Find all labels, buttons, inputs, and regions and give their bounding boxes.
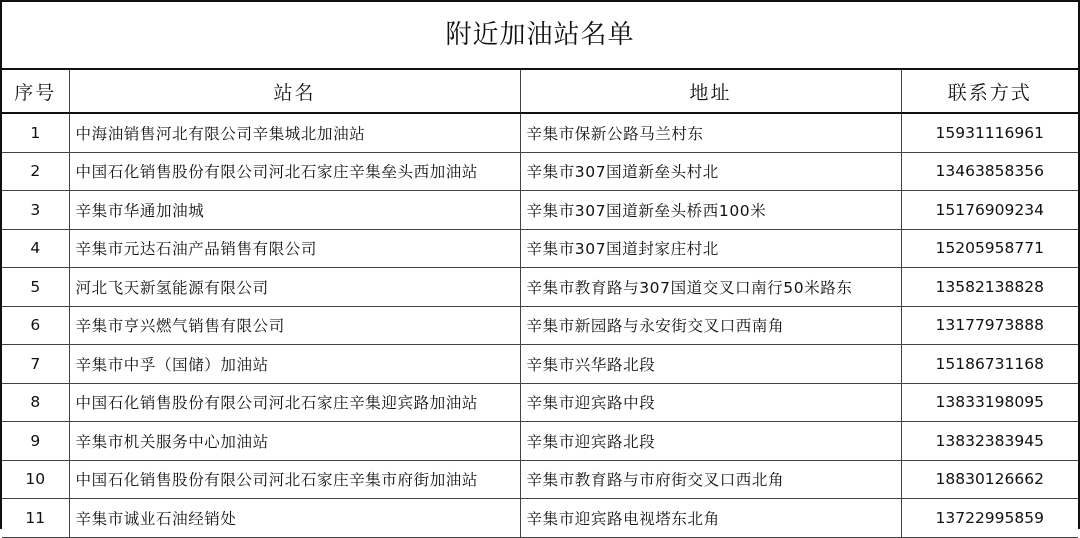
station-address-cell: 辛集市教育路与307国道交叉口南行50米路东: [520, 268, 901, 307]
station-phone-cell: 15186731168: [901, 345, 1078, 384]
row-index-cell: 7: [2, 345, 69, 384]
station-phone-cell: 15176909234: [901, 191, 1078, 230]
row-index-cell: 3: [2, 191, 69, 230]
station-name-cell: 辛集市亨兴燃气销售有限公司: [69, 306, 520, 345]
station-address-cell: 辛集市迎宾路电视塔东北角: [520, 499, 901, 538]
table-row: [2, 268, 1078, 307]
station-name-cell: 河北飞天新氢能源有限公司: [69, 268, 520, 307]
table-row: [2, 460, 1078, 499]
row-index-cell: 4: [2, 229, 69, 268]
table-row: [2, 422, 1078, 461]
table-row: [2, 191, 1078, 230]
station-name-cell: 中海油销售河北有限公司辛集城北加油站: [69, 113, 520, 152]
station-phone-cell: 13177973888: [901, 306, 1078, 345]
gas-station-table: [2, 70, 1078, 538]
station-address-cell: 辛集市307国道新垒头村北: [520, 152, 901, 191]
table-row: [2, 383, 1078, 422]
station-address-cell: 辛集市迎宾路北段: [520, 422, 901, 461]
table-row: [2, 499, 1078, 538]
station-phone-cell: 15205958771: [901, 229, 1078, 268]
table-header-row: [2, 70, 1078, 113]
station-name-cell: 辛集市中孚（国储）加油站: [69, 345, 520, 384]
row-index-cell: 11: [2, 499, 69, 538]
station-address-cell: 辛集市教育路与市府街交叉口西北角: [520, 460, 901, 499]
station-address-cell: 辛集市保新公路马兰村东: [520, 113, 901, 152]
row-index-cell: 6: [2, 306, 69, 345]
station-name-cell: 辛集市诚业石油经销处: [69, 499, 520, 538]
table-row: [2, 229, 1078, 268]
station-phone-cell: 13832383945: [901, 422, 1078, 461]
column-header-name: 站名: [69, 70, 520, 113]
station-phone-cell: 13833198095: [901, 383, 1078, 422]
station-address-cell: 辛集市新园路与永安街交叉口西南角: [520, 306, 901, 345]
station-phone-cell: 15931116961: [901, 113, 1078, 152]
table-row: [2, 113, 1078, 152]
station-name-cell: 中国石化销售股份有限公司河北石家庄辛集迎宾路加油站: [69, 383, 520, 422]
column-header-address: 地址: [520, 70, 901, 113]
row-index-cell: 8: [2, 383, 69, 422]
row-index-cell: 1: [2, 113, 69, 152]
row-index-cell: 10: [2, 460, 69, 499]
column-header-contact: 联系方式: [901, 70, 1078, 113]
table-row: [2, 345, 1078, 384]
station-address-cell: 辛集市兴华路北段: [520, 345, 901, 384]
station-phone-cell: 18830126662: [901, 460, 1078, 499]
station-name-cell: 辛集市元达石油产品销售有限公司: [69, 229, 520, 268]
table-row: [2, 152, 1078, 191]
station-address-cell: 辛集市307国道封家庄村北: [520, 229, 901, 268]
row-index-cell: 5: [2, 268, 69, 307]
station-address-cell: 辛集市迎宾路中段: [520, 383, 901, 422]
station-name-cell: 辛集市机关服务中心加油站: [69, 422, 520, 461]
station-name-cell: 中国石化销售股份有限公司河北石家庄辛集垒头西加油站: [69, 152, 520, 191]
station-phone-cell: 13722995859: [901, 499, 1078, 538]
column-header-index: 序号: [2, 70, 69, 113]
station-address-cell: 辛集市307国道新垒头桥西100米: [520, 191, 901, 230]
row-index-cell: 2: [2, 152, 69, 191]
station-phone-cell: 13463858356: [901, 152, 1078, 191]
row-index-cell: 9: [2, 422, 69, 461]
station-name-cell: 辛集市华通加油城: [69, 191, 520, 230]
station-name-cell: 中国石化销售股份有限公司河北石家庄辛集市府街加油站: [69, 460, 520, 499]
page-title: 附近加油站名单: [2, 2, 1078, 70]
station-phone-cell: 13582138828: [901, 268, 1078, 307]
table-row: [2, 306, 1078, 345]
